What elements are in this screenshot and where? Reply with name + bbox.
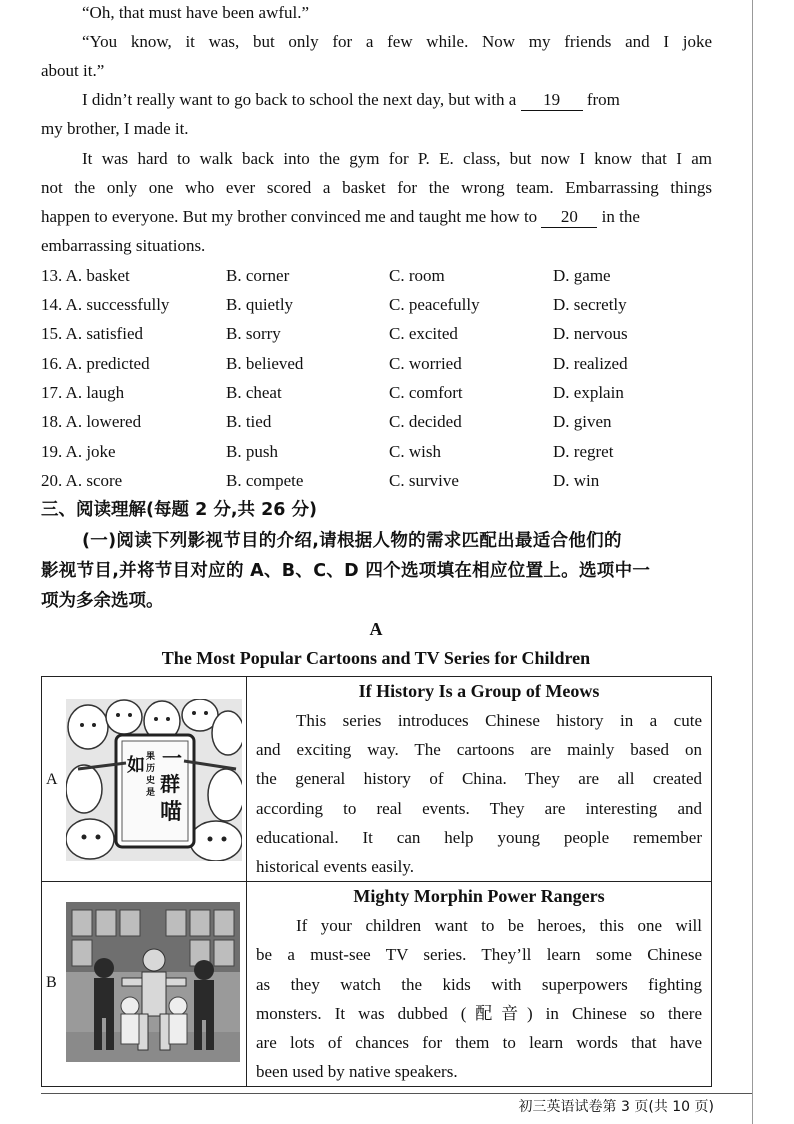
program-table (41, 676, 712, 1087)
svg-text:群: 群 (160, 772, 180, 796)
section-instruction: 项为多余选项。 (41, 591, 164, 611)
passage-line: “You know, it was, but only for a few while. Now my friends and I joke (82, 32, 712, 51)
passage-line: “Oh, that must have been awful.” (82, 3, 310, 22)
svg-text:果: 果 (146, 752, 156, 762)
option-18-d: D. given (553, 412, 612, 431)
program-line: been used by native speakers. (256, 1062, 458, 1082)
section-title: 三、阅读理解(每题 2 分,共 26 分) (41, 500, 318, 520)
option-14-d: D. secretly (553, 295, 627, 314)
option-18-a: 18. A. lowered (41, 412, 142, 431)
option-19-d: D. regret (553, 442, 614, 461)
program-label-b: B (46, 974, 57, 992)
svg-text:一: 一 (162, 746, 182, 770)
passage-line-with-blank-19 (82, 89, 620, 111)
blank-19: 19 (521, 90, 583, 111)
blank-20: 20 (541, 207, 597, 228)
program-line: be a must-see TV series. They’ll learn some Chinese (256, 945, 702, 965)
meows-cartoon-image (66, 699, 242, 861)
option-16-c: C. worried (389, 354, 462, 373)
option-16-d: D. realized (553, 354, 628, 373)
program-row-b (42, 882, 712, 1087)
option-20-a: 20. A. score (41, 471, 123, 490)
option-20-b: B. compete (226, 471, 304, 490)
page-bottom-rule (41, 1093, 752, 1094)
program-line: as they watch the kids with superpowers fighting (256, 974, 702, 994)
option-15-c: C. excited (389, 324, 458, 343)
program-line: are lots of chances for them to learn words that have (256, 1033, 702, 1053)
program-image-cell (42, 882, 247, 1087)
option-19-c: C. wish (389, 442, 441, 461)
program-line: This series introduces Chinese history in a cute (296, 711, 702, 730)
program-line: the general history of China. They are all created (256, 769, 702, 789)
option-19-a: 19. A. joke (41, 442, 116, 461)
svg-text:史: 史 (146, 776, 156, 786)
option-15-a: 15. A. satisfied (41, 324, 143, 343)
passage-text: in the (601, 207, 640, 226)
passage-line: embarrassing situations. (41, 236, 206, 255)
option-17-c: C. comfort (389, 383, 463, 402)
program-image-cell (42, 677, 247, 882)
program-line: educational. It can help young people remember (256, 827, 702, 847)
page-right-margin-rule (752, 0, 753, 1124)
program-row-a (42, 677, 712, 882)
program-body-a (247, 706, 711, 881)
section-instruction: (一)阅读下列影视节目的介绍,请根据人物的需求匹配出最适合他们的 (82, 531, 622, 551)
passage-text: I didn’t really want to go back to school the next day, but with a (82, 90, 517, 109)
program-body-b (247, 911, 711, 1086)
option-20-c: C. survive (389, 471, 459, 490)
option-18-c: C. decided (389, 412, 462, 431)
option-17-d: D. explain (553, 383, 624, 402)
program-line: according to real events. They are interesting and (256, 798, 702, 818)
program-title-b: Mighty Morphin Power Rangers (353, 886, 605, 907)
option-13-d: D. game (553, 266, 611, 285)
passage-line: not the only one who ever scored a basket for the wrong team. Embarrassing things (41, 178, 712, 197)
program-title-a: If History Is a Group of Meows (358, 681, 600, 701)
svg-text:是: 是 (146, 788, 156, 798)
option-16-a: 16. A. predicted (41, 354, 150, 373)
reading-letter: A (369, 619, 383, 639)
program-line: If your children want to be heroes, this one will (296, 916, 702, 936)
option-18-b: B. tied (226, 412, 272, 431)
option-15-d: D. nervous (553, 324, 628, 343)
svg-text:历: 历 (146, 764, 156, 774)
option-20-d: D. win (553, 471, 600, 490)
option-13-c: C. room (389, 266, 445, 285)
option-14-b: B. quietly (226, 295, 294, 314)
option-14-c: C. peacefully (389, 295, 480, 314)
option-19-b: B. push (226, 442, 278, 461)
program-description-a (247, 677, 712, 882)
passage-line-with-blank-20 (41, 206, 640, 228)
passage-text: from (586, 90, 620, 109)
reading-heading: The Most Popular Cartoons and TV Series for Children (161, 648, 591, 668)
page-footer: 初三英语试卷第 3 页(共 10 页) (518, 1099, 714, 1115)
option-17-b: B. cheat (226, 383, 282, 402)
passage-text: happen to everyone. But my brother convinced me and taught me how to (41, 207, 538, 226)
program-line: monsters. It was dubbed (配音) in Chinese so there (256, 1003, 702, 1023)
section-instruction: 影视节目,并将节目对应的 A、B、C、D 四个选项填在相应位置上。选项中一 (41, 561, 651, 581)
option-13-a: 13. A. basket (41, 266, 130, 285)
svg-text:喵: 喵 (160, 800, 183, 825)
program-label-a: A (46, 771, 58, 788)
program-description-b (247, 882, 712, 1087)
option-14-a: 14. A. successfully (41, 295, 170, 314)
svg-text:如: 如 (127, 755, 145, 776)
power-rangers-image (66, 902, 240, 1062)
passage-line: It was hard to walk back into the gym for P. E. class, but now I know that I am (82, 149, 712, 168)
program-line: and exciting way. The cartoons are mainly based on (256, 740, 702, 760)
option-13-b: B. corner (226, 266, 290, 285)
passage-line: my brother, I made it. (41, 119, 189, 138)
option-17-a: 17. A. laugh (41, 383, 125, 402)
program-line: historical events easily. (256, 857, 414, 877)
option-15-b: B. sorry (226, 324, 281, 343)
passage-line: about it.” (41, 61, 105, 80)
option-16-b: B. believed (226, 354, 304, 373)
